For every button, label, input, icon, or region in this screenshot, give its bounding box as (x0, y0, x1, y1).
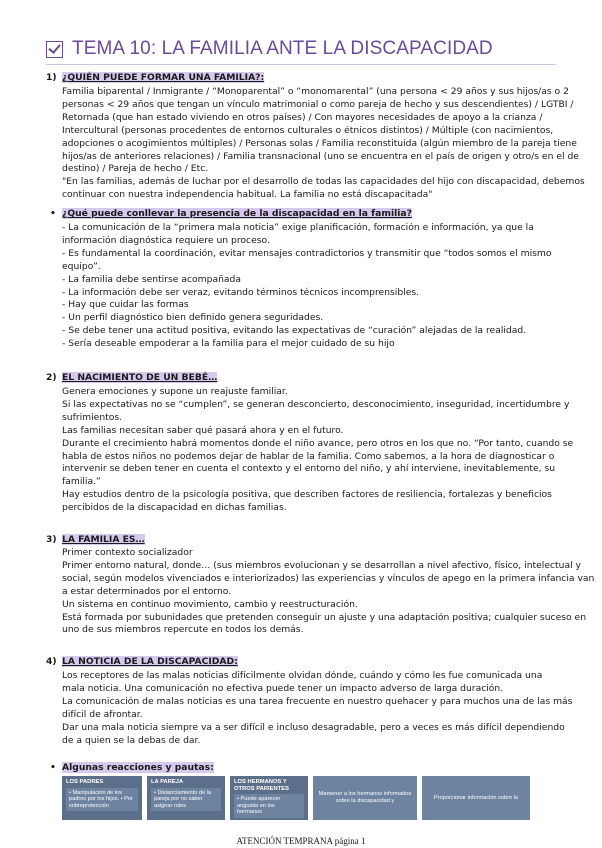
title-divider (46, 64, 556, 65)
bullet-2 (50, 762, 214, 773)
section-2-heading: EL NACIMIENTO DE UN BEBÉ… (62, 372, 218, 383)
bullet-1-body: - La comunicación de la “primera mala noticia” exige planificación, formación e información, ya que la información diagnóstica requiere un proceso. - Es fundamental la coordinación, evitar mensajes contradictorios y transmitir que “todos somos el mismo equipo”. - La familia debe sentirse acompañada - La información debe ser veraz, evitando términos técnicos incomprensibles. - Hay que cuidar las formas - Un perfil diagnóstico bien definido genera seguridades. - Se debe tener una actitud positiva, evitando las expectativas de “curación” alejadas de la realidad. - Sería deseable empoderar a la familia para el mejor cuidado de su hijo (62, 222, 552, 350)
bullet-2-heading: Algunas reacciones y pautas: (62, 762, 214, 773)
thumb-inform-siblings: Mantener a los hermanos informados sobre la discapacidad y (313, 776, 417, 820)
section-4-body: Los receptores de las malas noticias difícilmente olvidan dónde, cuándo y cómo les fue comunicada una mala noticia. Una comunicación no efectiva puede tener un impacto adverso de larga duración. La comunicación de malas noticias es una tarea frecuente en nuestro quehacer y para muchos una de las más difícil de afrontar. Dar una mala noticia siempre va a ser difícil e incluso desagradable, pero a veces es más difícil dependiendo de a quien se la debas de dar. (62, 670, 573, 746)
thumb-provide-info: Proporcionar información sobre la (422, 776, 530, 820)
bullet-icon: • (50, 762, 56, 773)
bullet-1-heading: ¿Qué puede conllevar la presencia de la discapacidad en la familia? (62, 208, 412, 219)
reactions-diagram (62, 776, 530, 820)
bullet-1 (50, 208, 412, 219)
thumb-parents: LOS PADRES • Manipulación de los padres por los hijos. • Por sobreprotección (62, 776, 142, 820)
page-footer: ATENCIÓN TEMPRANA página 1 (236, 836, 366, 846)
thumb-couple: LA PAREJA • Distanciamiento de la pareja por no saber asignar roles (147, 776, 225, 820)
section-3-body: Primer contexto socializador Primer entorno natural, donde… (sus miembros evolucionan y se desarrollan a nivel afectivo, físico, intelectual y social, según modelos vivenciados e interiorizados) las experiencias y vínculos de apego en la primera infancia van a estar determinados por el entorno. Un sistema en continuo movimiento, cambio y reestructuración. Está formada por subunidades que pretenden conseguir un ajuste y una adaptación positiva; cualquier suceso en uno de sus miembros repercute en todos los demás. (62, 547, 595, 636)
section-1-heading: ¿QUIÉN PUEDE FORMAR UNA FAMILIA?: (62, 72, 265, 83)
section-4-number: 4) (46, 656, 57, 667)
bullet-icon: • (50, 208, 56, 219)
checkbox-icon[interactable] (46, 41, 63, 58)
section-4-heading: LA NOTICIA DE LA DISCAPACIDAD: (62, 656, 238, 667)
thumb-siblings: LOS HERMANOS Y OTROS PARIENTES • Puede aparecer angustia en los hermanos (230, 776, 308, 820)
section-3-heading: LA FAMILIA ES… (62, 534, 145, 545)
section-2-body: Genera emociones y supone un reajuste familiar. Si las expectativas no se “cumplen”, se generan desconcierto, desconocimiento, inseguridad, incertidumbre y sufrimientos. Las familias necesitan saber qué pasará ahora y en el futuro. Durante el crecimiento habrá momentos donde el niño avance, pero otros en los que no. “Por tanto, cuando se habla de estos niños no podemos dejar de hablar de la familia. Como sabemos, a la hora de diagnosticar o intervenir se deben tener en cuenta el contexto y el entorno del niño, y ahí interviene, inevitablemente, su familia.” Hay estudios dentro de la psicología positiva, que describen factores de resiliencia, fortalezas y beneficios percibidos de la discapacidad en dichas familias. (62, 386, 574, 514)
page-title: TEMA 10: LA FAMILIA ANTE LA DISCAPACIDAD (72, 38, 493, 59)
section-2-number: 2) (46, 372, 57, 383)
title-row (46, 38, 493, 60)
section-1-number: 1) (46, 72, 57, 83)
section-1-body: Familia biparental / Inmigrante / “Monoparental” o “monomarental” (una persona < 29 años y sus hijos/as o 2 personas < 29 años que tengan un vínculo matrimonial o como pareja de hecho y sus descendientes) / LGTBI / Retornada (que han estado viviendo en otros países) / Con mayores necesidades de apoyo a la crianza / Intercultural (personas procedentes de entornos culturales o étnicos distintos) / Múltiple (con nacimientos, adopciones o acogimientos múltiples) / Personas solas / Familia reconstituida (algún miembro de la pareja tiene hijos/as de anteriores relaciones) / Familia transnacional (uno se encuentra en el país de origen y otro/s en el de destino) / Pareja de hecho / Etc. "En las familias, además de luchar por el desarrollo de todas las capacidades del hijo con discapacidad, debemos continuar con nuestra independencia habitual. La familia no está discapacitada" (62, 86, 585, 201)
section-3-number: 3) (46, 534, 57, 545)
